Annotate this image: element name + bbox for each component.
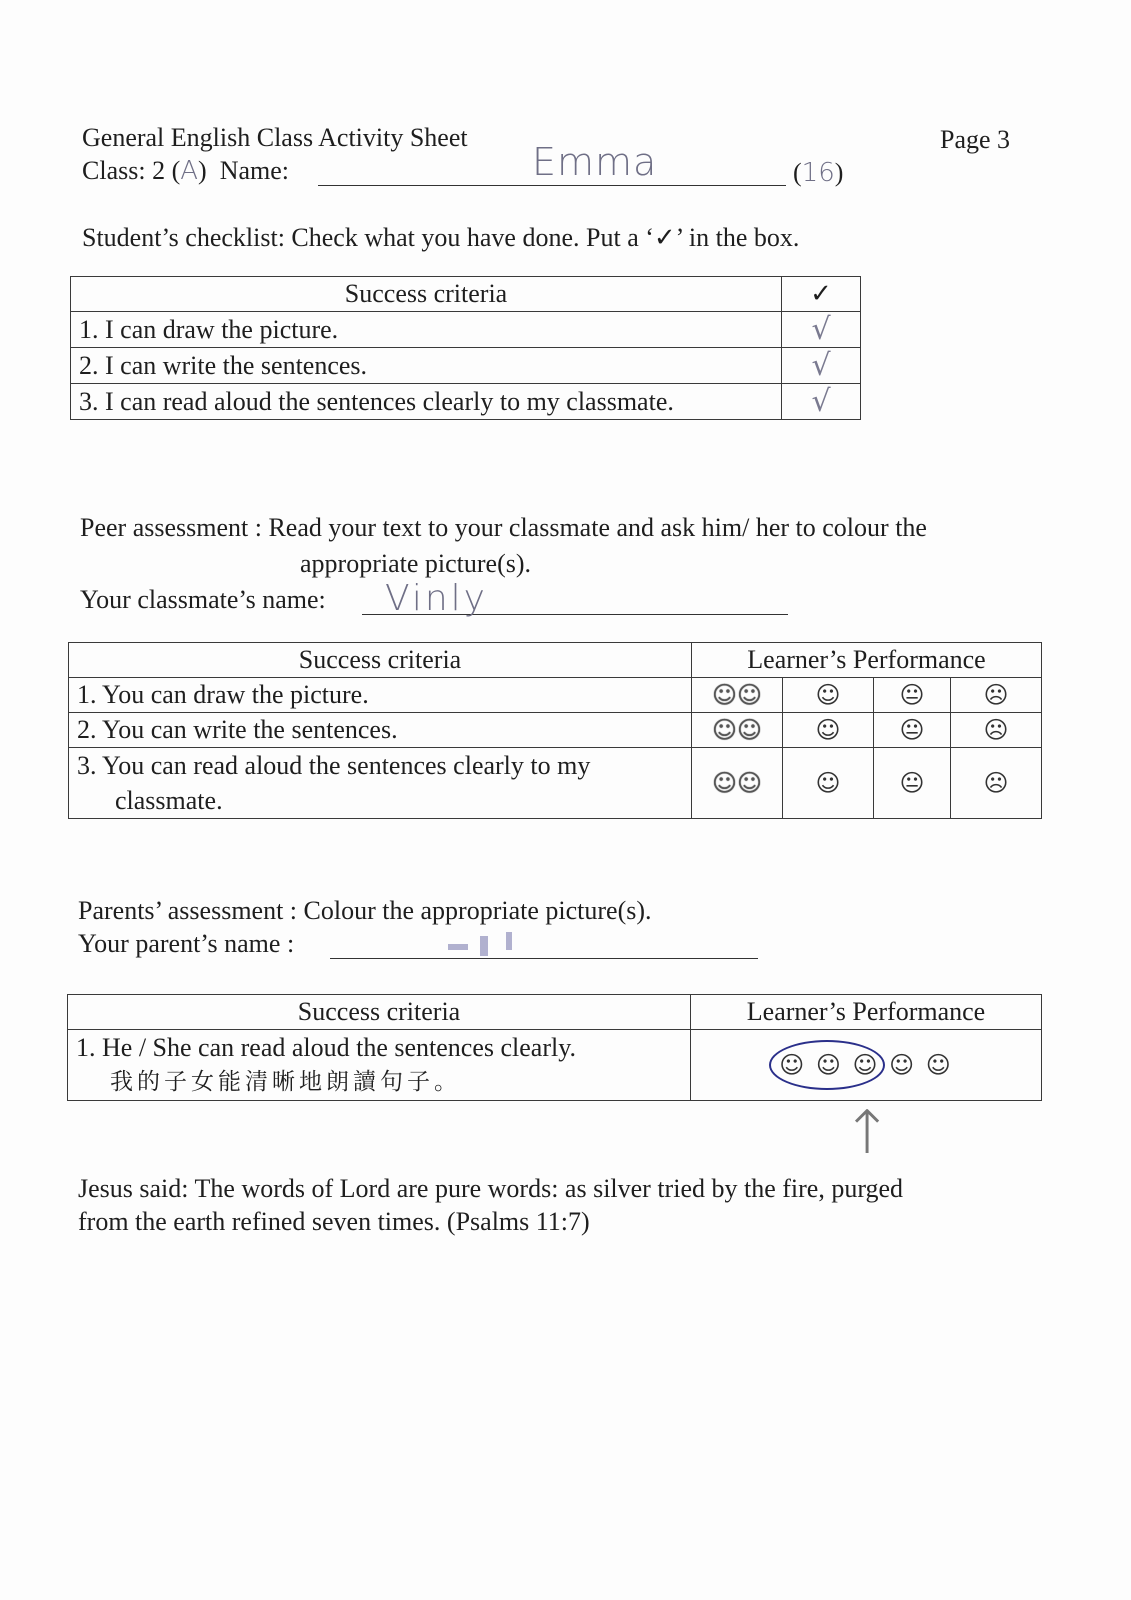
checklist-header-check: ✓ (782, 277, 861, 312)
quote-line-1: Jesus said: The words of Lord are pure words: as silver tried by the fire, purged (78, 1174, 904, 1203)
happy-face-icon: ☺ ☺ ☺ ☺ ☺ (779, 1051, 953, 1079)
parent-name-underline (330, 930, 758, 959)
checklist-criterion: 2. I can write the sentences. (71, 348, 782, 384)
table-row (71, 312, 861, 348)
checklist-table (70, 276, 861, 420)
happy-face-icon: ☺ (783, 713, 874, 748)
student-name: Emma (532, 140, 658, 184)
parents-performance-cell (691, 1030, 1042, 1101)
table-row (71, 384, 861, 420)
table-row (69, 643, 1042, 678)
peer-instruction: Peer assessment : Read your text to your classmate and ask him/ her to colour the (80, 513, 927, 542)
checklist-criterion: 3. I can read aloud the sentences clearly to my classmate. (71, 384, 782, 420)
checklist-criterion: 1. I can draw the picture. (71, 312, 782, 348)
peer-criterion: 3. You can read aloud the sentences clearly to my classmate. (69, 748, 692, 819)
table-row (71, 348, 861, 384)
page-number: Page 3 (940, 125, 1011, 154)
sheet-title: General English Class Activity Sheet (82, 123, 468, 152)
classmate-label: Your classmate’s name: (80, 585, 326, 614)
class-value: A (180, 156, 199, 186)
parents-instruction: Parents’ assessment : Colour the appropriate picture(s). (78, 896, 652, 925)
table-row (69, 713, 1042, 748)
pencil-arrow-icon: ↑ (842, 1098, 893, 1168)
neutral-face-icon: 😐 (874, 678, 951, 713)
check-mark: √ (782, 348, 861, 384)
peer-instruction-cont: appropriate picture(s). (300, 549, 532, 578)
peer-table (68, 642, 1042, 819)
redacted-name-block (480, 936, 488, 956)
student-number-value: 16 (801, 158, 835, 188)
class-line (82, 155, 289, 187)
peer-criterion: 2. You can write the sentences. (69, 713, 692, 748)
table-row (68, 1030, 1042, 1101)
table-row (68, 995, 1042, 1030)
neutral-face-icon: 😐 (874, 748, 951, 819)
sad-face-icon: ☹ (951, 748, 1042, 819)
parents-table (67, 994, 1042, 1101)
class-label: Class: 2 ( (82, 156, 181, 185)
very-happy-face-icon: ☺☺ (692, 713, 783, 748)
quote-line-2: from the earth refined seven times. (Psalms 11:7) (78, 1207, 590, 1236)
name-label: Name: (219, 156, 290, 185)
checklist-instruction: Student’s checklist: Check what you have done. Put a ‘✓’ in the box. (82, 223, 800, 252)
redacted-name-block (506, 932, 512, 950)
parents-header-performance: Learner’s Performance (691, 995, 1042, 1030)
parents-criterion-chinese: 我的子女能清晰地朗讀句子。 (110, 1069, 461, 1095)
parent-name-label: Your parent’s name : (78, 929, 295, 958)
redacted-name-block (448, 944, 468, 950)
peer-header-performance: Learner’s Performance (692, 643, 1042, 678)
check-mark: √ (782, 384, 861, 420)
peer-criterion: 1. You can draw the picture. (69, 678, 692, 713)
class-close: ) (198, 156, 207, 185)
very-happy-face-icon: ☺☺ (692, 748, 783, 819)
happy-face-icon: ☺ (783, 748, 874, 819)
student-number: (16) (793, 158, 844, 188)
classmate-name: Vinly (385, 578, 488, 619)
parents-header-criteria: Success criteria (68, 995, 691, 1030)
sad-face-icon: ☹ (951, 678, 1042, 713)
neutral-face-icon: 😐 (874, 713, 951, 748)
check-mark: √ (782, 312, 861, 348)
circled-rating (769, 1040, 885, 1090)
sad-face-icon: ☹ (951, 713, 1042, 748)
happy-face-icon: ☺ (783, 678, 874, 713)
table-row (69, 678, 1042, 713)
checklist-header-criteria: Success criteria (71, 277, 782, 312)
very-happy-face-icon: ☺☺ (692, 678, 783, 713)
table-row (71, 277, 861, 312)
parents-criterion: 1. He / She can read aloud the sentences clearly. 我的子女能清晰地朗讀句子。 (68, 1030, 691, 1101)
table-row (69, 748, 1042, 819)
peer-header-criteria: Success criteria (69, 643, 692, 678)
